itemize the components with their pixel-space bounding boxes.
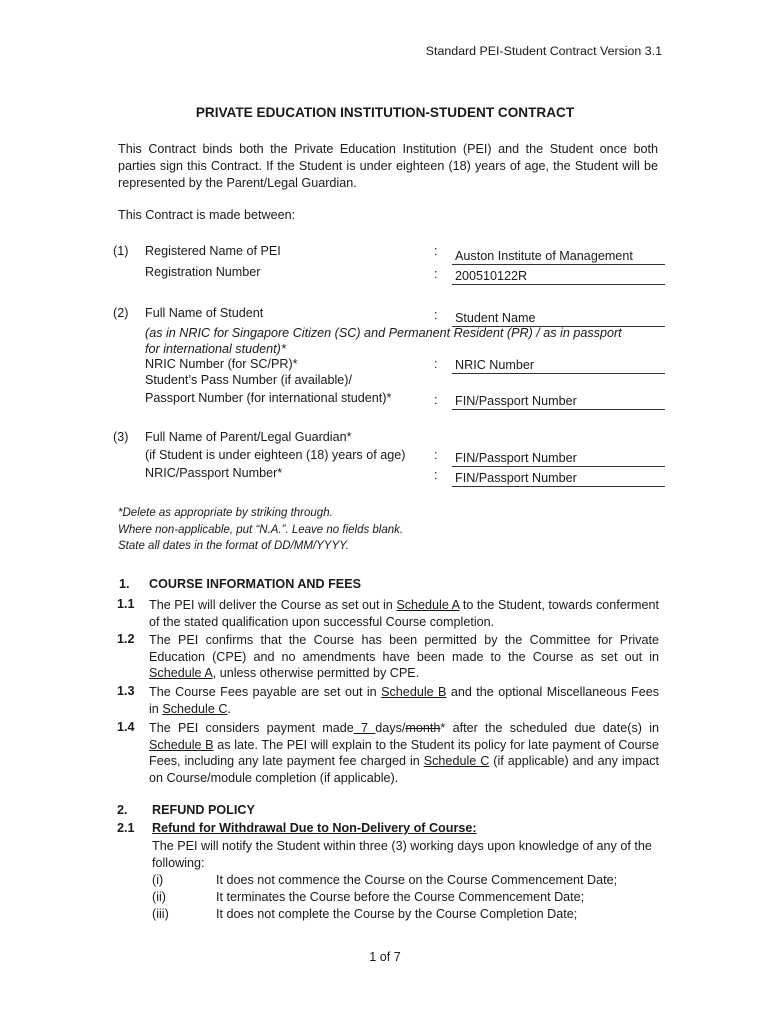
clause-text: . [227,701,231,716]
registration-number-label: Registration Number [145,265,261,279]
section-1-number: 1. [119,577,130,591]
list-item-number: (ii) [152,890,166,904]
guardian-name-label: Full Name of Parent/Legal Guardian* [145,430,352,444]
colon: : [434,308,438,322]
list-item-number: (iii) [152,907,169,921]
clause-text: The PEI confirms that the Course has been permitted by the Committee for Private Education (CPE) and no amendments have been made to the Course as set out in [149,633,659,664]
clause-1-2-text [149,632,659,682]
clause-1-1-number: 1.1 [117,597,135,611]
student-name-note-continued: for international student)* [145,342,286,356]
clause-text: The PEI considers payment made [149,721,354,735]
note-line: Where non-applicable, put “N.A.”. Leave no fields blank. [118,524,404,536]
pass-number-label: Student’s Pass Number (if available)/ [145,373,352,387]
list-item: It does not commence the Course on the Course Commencement Date; [216,873,618,887]
made-between-text: This Contract is made between: [118,208,296,222]
clause-1-3-text [149,684,659,717]
note-line: State all dates in the format of DD/MM/YYYY. [118,540,349,552]
guardian-nric-field[interactable]: FIN/Passport Number [452,470,665,487]
schedule-reference: Schedule B [149,737,214,752]
student-name-label: Full Name of Student [145,306,264,320]
colon: : [434,244,438,258]
pei-name-label: Registered Name of PEI [145,244,281,258]
clause-text: The PEI will deliver the Course as set out in [149,598,397,612]
list-item: It terminates the Course before the Course Commencement Date; [216,890,585,904]
student-name-note-part2: / as in passport [532,326,622,340]
section-2-number: 2. [117,803,128,817]
clause-text: to the Student, towards conferment of the stated qualification upon successful Course completion. [149,598,660,629]
schedule-reference: Schedule A [396,598,460,612]
clause-1-4-text [149,720,659,786]
colon: : [434,448,438,462]
registration-number-field[interactable]: 200510122R [452,268,665,285]
list-item: It does not complete the Course by the Course Completion Date; [216,907,578,921]
page-title: PRIVATE EDUCATION INSTITUTION-STUDENT CONTRACT [195,105,575,120]
section-1-title: COURSE INFORMATION AND FEES [149,577,361,591]
clause-1-2-number: 1.2 [117,632,135,646]
student-name-field[interactable]: Student Name [452,310,665,327]
student-name-note [145,326,622,340]
guardian-nric-label: NRIC/Passport Number* [145,466,283,480]
passport-number-label: Passport Number (for international student)* [145,391,392,405]
clause-text: (if applicable) and any impact on Course/module completion (if applicable). [149,754,660,785]
party-1-number: (1) [113,244,129,258]
clause-1-3-number: 1.3 [117,684,135,698]
page-number: 1 of 7 [369,950,401,964]
passport-number-field[interactable]: FIN/Passport Number [452,393,665,410]
clause-text: The Course Fees payable are set out in [149,685,382,699]
nric-label: NRIC Number (for SC/PR)* [145,357,298,371]
schedule-reference: Schedule B [381,685,447,699]
colon: : [434,468,438,482]
clause-text: and the optional Miscellaneous Fees in [149,685,659,716]
clause-text: , unless otherwise permitted by CPE. [212,666,420,680]
colon: : [434,357,438,371]
list-item-number: (i) [152,873,164,887]
party-2-number: (2) [113,306,129,320]
colon: : [434,393,438,407]
schedule-reference: Schedule C [162,701,228,716]
clause-text: days/ [375,721,406,735]
intro-paragraph: This Contract binds both the Private Education Institution (PEI) and the Student once both parties sign this Contract. If the Student is under eighteen (18) years of age, the Student will be represented by the Parent/Legal Guardian. [118,142,658,190]
clause-1-1-text [149,597,659,630]
party-3-number: (3) [113,430,129,444]
schedule-reference: Schedule C [423,754,490,768]
clause-text: as late. The PEI will explain to the Student its policy for late payment of Course Fees, including any late payment fee charged in [149,737,659,768]
clause-1-4-number: 1.4 [117,720,135,734]
days-value: 7 [353,721,376,735]
note-line: *Delete as appropriate by striking through. [118,507,333,519]
clause-2-1-text: The PEI will notify the Student within three (3) working days upon knowledge of any of the following: [152,839,652,870]
clause-text: * after the scheduled due date(s) in [440,721,659,735]
schedule-reference: Schedule A [149,666,213,680]
guardian-name-field[interactable]: FIN/Passport Number [452,450,665,467]
colon: : [434,267,438,281]
pei-name-field[interactable]: Auston Institute of Management [452,248,665,265]
document-version: Standard PEI-Student Contract Version 3.1 [425,44,662,58]
clause-2-1-heading: Refund for Withdrawal Due to Non-Delivery of Course: [152,821,477,835]
student-name-note-part1: (as in NRIC for Singapore Citizen (SC) and Permanent Resident (PR) [145,326,533,340]
struck-text: month [405,721,441,735]
section-2-title: REFUND POLICY [152,803,255,817]
clause-2-1-number: 2.1 [117,821,135,835]
guardian-condition-label: (if Student is under eighteen (18) years of age) [145,448,406,462]
nric-field[interactable]: NRIC Number [452,357,665,374]
